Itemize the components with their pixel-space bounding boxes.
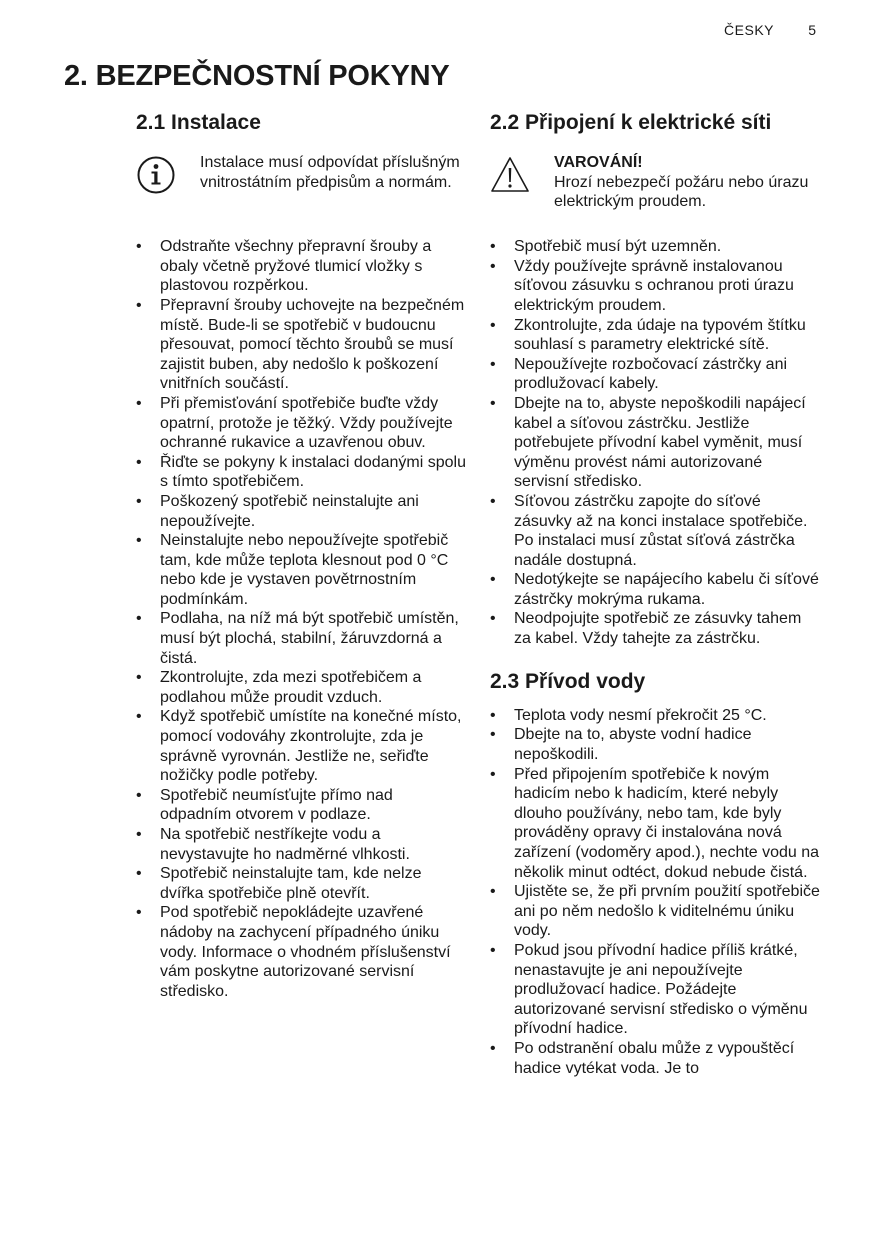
list-item: • Ujistěte se, že při prvním použití spotřebiče ani po něm nedošlo k viditelnému úniku vody. — [490, 882, 820, 941]
info-icon — [136, 155, 176, 195]
info-note-text: Instalace musí odpovídat příslušným vnitrostátním předpisům a normám. — [200, 154, 460, 191]
list-item: • Neinstalujte nebo nepoužívejte spotřebič tam, kde může teplota klesnout pod 0 °C nebo kde je vystaven povětrnostním podmínkám. — [136, 531, 466, 609]
list-item: • Teplota vody nesmí překročit 25 °C. — [490, 706, 820, 726]
list-item: • Řiďte se pokyny k instalaci dodanými spolu s tímto spotřebičem. — [136, 453, 466, 492]
page-number: 5 — [808, 22, 816, 38]
list-item: • Zkontrolujte, zda mezi spotřebičem a podlahou může proudit vzduch. — [136, 668, 466, 707]
list-item: • Spotřebič neumísťujte přímo nad odpadním otvorem v podlaze. — [136, 786, 466, 825]
list-item: • Pod spotřebič nepokládejte uzavřené nádoby na zachycení případného úniku vody. Informace o vhodném příslušenství vám poskytne autorizované servisní středisko. — [136, 903, 466, 1001]
list-item: • Nedotýkejte se napájecího kabelu či síťové zástrčky mokrýma rukama. — [490, 570, 820, 609]
warning-note — [490, 153, 820, 223]
electrical-list — [490, 237, 820, 648]
header-language: ČESKY — [724, 22, 774, 38]
warning-title: VAROVÁNÍ! — [554, 154, 643, 172]
list-item: • Pokud jsou přívodní hadice příliš krátké, nenastavujte je ani nepoužívejte prodlužovací hadice. Požádejte autorizované servisní středisko o výměnu přívodní hadice. — [490, 941, 820, 1039]
list-item: • Když spotřebič umístíte na konečné místo, pomocí vodováhy zkontrolujte, zda je správně vyrovnán. Jestliže ne, seřiďte nožičky podle potřeby. — [136, 707, 466, 785]
section-heading-installation: 2.1 Instalace — [136, 111, 261, 134]
page-title: 2. BEZPEČNOSTNÍ POKYNY — [64, 60, 450, 92]
list-item: • Nepoužívejte rozbočovací zástrčky ani prodlužovací kabely. — [490, 355, 820, 394]
section-heading-electrical: 2.2 Připojení k elektrické síti — [490, 111, 772, 134]
list-item: • Při přemisťování spotřebiče buďte vždy opatrní, protože je těžký. Vždy používejte ochranné rukavice a uzavřenou obuv. — [136, 394, 466, 453]
list-item: • Dbejte na to, abyste nepoškodili napájecí kabel a síťovou zástrčku. Jestliže potřebujete přívodní kabel vyměnit, musí výměnu provést námi autorizované servisní středisko. — [490, 394, 820, 492]
list-item: • Zkontrolujte, zda údaje na typovém štítku souhlasí s parametry elektrické sítě. — [490, 316, 820, 355]
list-item: • Spotřebič neinstalujte tam, kde nelze dvířka spotřebiče plně otevřít. — [136, 864, 466, 903]
list-item: • Spotřebič musí být uzemněn. — [490, 237, 820, 257]
column-right — [490, 110, 820, 1078]
info-note — [136, 153, 466, 223]
list-item: • Na spotřebič nestříkejte vodu a nevystavujte ho nadměrné vlhkosti. — [136, 825, 466, 864]
list-item: • Poškozený spotřebič neinstalujte ani nepoužívejte. — [136, 492, 466, 531]
list-item: • Před připojením spotřebiče k novým hadicím nebo k hadicím, které nebyly dlouho používány, nebo tam, kde byly prováděny opravy či instalována nová zařízení (vodoměry apod.), nechte vodu na několik minut odtéct, dokud nebude čistá. — [490, 765, 820, 883]
list-item: • Přepravní šrouby uchovejte na bezpečném místě. Bude-li se spotřebič v budoucnu přesouvat, pomocí těchto šroubů se musí zajistit buben, aby nedošlo k poškození vnitřních součástí. — [136, 296, 466, 394]
installation-list — [136, 237, 466, 1001]
water-supply-list — [490, 706, 820, 1078]
list-item: • Dbejte na to, abyste vodní hadice nepoškodili. — [490, 725, 820, 764]
column-left — [136, 110, 466, 1001]
warning-note-text — [554, 153, 820, 212]
warning-body: Hrozí nebezpečí požáru nebo úrazu elektrickým proudem. — [554, 173, 809, 211]
list-item: • Podlaha, na níž má být spotřebič umístěn, musí být plochá, stabilní, žáruvzdorná a čistá. — [136, 609, 466, 668]
list-item: • Odstraňte všechny přepravní šrouby a obaly včetně pryžové tlumicí vložky s plastovou rozpěrkou. — [136, 237, 466, 296]
section-heading-water-supply: 2.3 Přívod vody — [490, 669, 646, 693]
list-item: • Neodpojujte spotřebič ze zásuvky tahem za kabel. Vždy tahejte za zástrčku. — [490, 609, 820, 648]
warning-icon — [490, 155, 530, 195]
list-item: • Po odstranění obalu může z vypouštěcí hadice vytékat voda. Je to — [490, 1039, 820, 1078]
list-item: • Vždy používejte správně instalovanou síťovou zásuvku s ochranou proti úrazu elektrickým proudem. — [490, 257, 820, 316]
list-item: • Síťovou zástrčku zapojte do síťové zásuvky až na konci instalace spotřebiče. Po instalaci musí zůstat síťová zástrčka nadále dostupná. — [490, 492, 820, 570]
